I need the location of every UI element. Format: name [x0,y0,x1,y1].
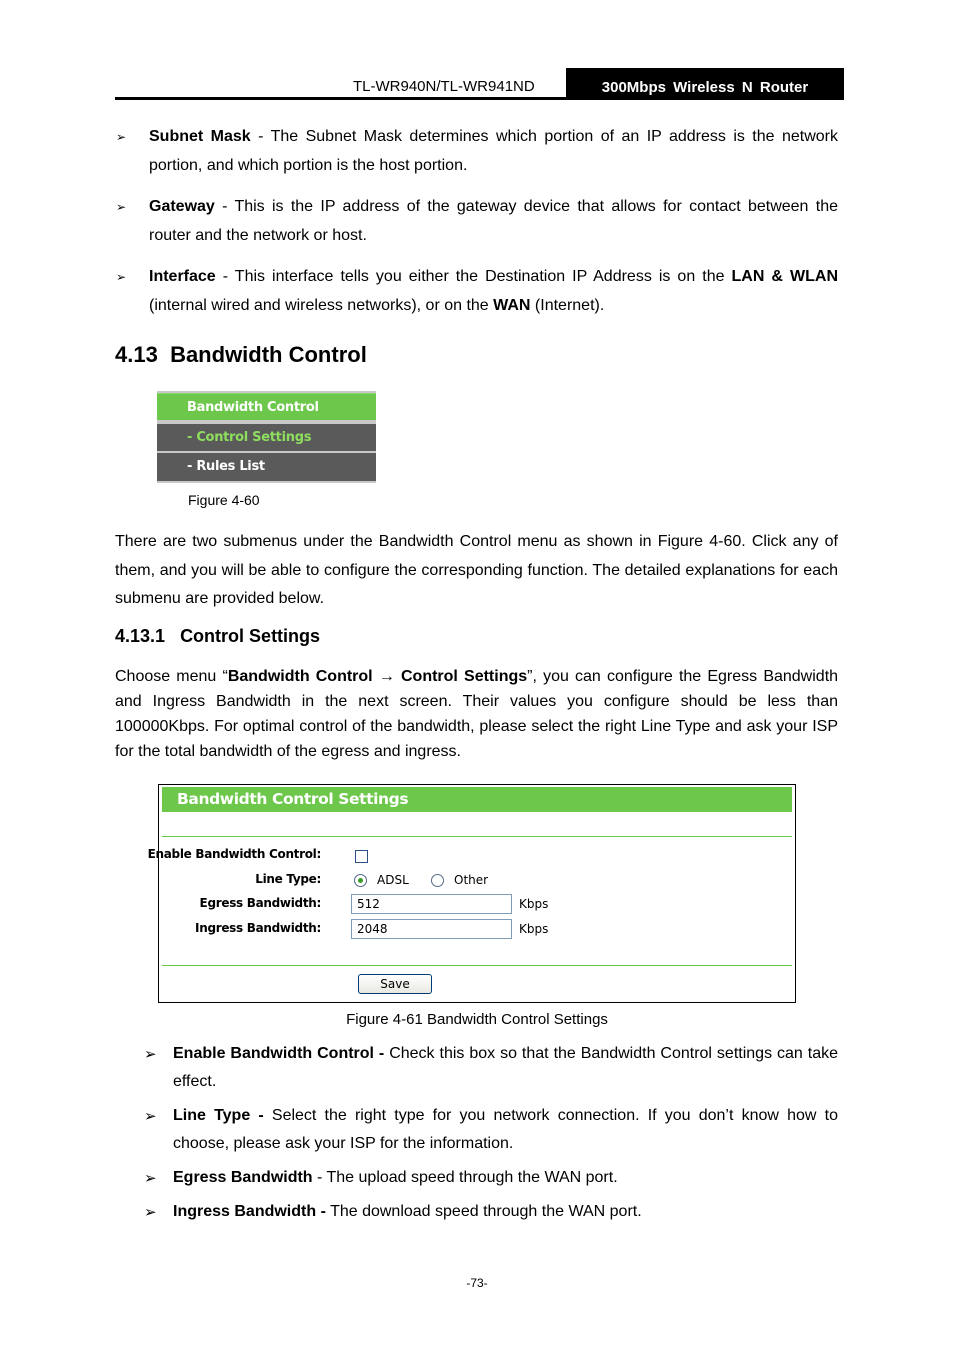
bullet-bold: LAN & WLAN [731,268,838,285]
bullet-text: (Internet). [530,297,605,314]
bullet-subnet-mask [149,122,838,180]
enable-label: Enable Bandwidth Control: [147,847,321,861]
bullet-gateway [149,192,838,250]
bullet-arrow-icon: ➢ [144,1108,157,1125]
subsection-heading [115,626,320,647]
bullet-text: - The upload speed through the WAN port. [312,1169,618,1186]
bullet-interface [149,262,838,320]
bullet-term: Line Type - [173,1107,264,1124]
divider [162,836,792,837]
paragraph-text: Choose menu “ [115,668,228,685]
egress-unit: Kbps [519,897,549,911]
bullet-text: Check this box so that the Bandwidth Control settings can take effect. [173,1045,839,1090]
enable-checkbox[interactable] [355,850,368,863]
figure-caption: Figure 4-61 Bandwidth Control Settings [346,1011,608,1028]
header-product-box: 300Mbps Wireless N Router [566,68,844,99]
intro-paragraph: There are two submenus under the Bandwidth Control menu as shown in Figure 4-60. Click any of them, and you will be able to configure the corresponding function. The detailed explanations for each submenu are provided below. [115,533,838,607]
bullet-text: - The Subnet Mask determines which portion of an IP address is the network portion, and which portion is the host portion. [149,128,839,174]
bullet-text: The download speed through the WAN port. [325,1203,642,1220]
bullet-line-type [173,1102,838,1158]
bandwidth-settings-figure [147,784,796,1003]
egress-input[interactable]: 512 [351,894,512,914]
paragraph-text: ”, you can configure the Egress Bandwidth and Ingress Bandwidth in the next screen. Their values you configure should be less than 100000Kbps. For optimal control of the bandwidth, please select the right Line Type and ask your ISP for the total bandwidth of the egress and ingress. [115,668,839,760]
bullet-text: Select the right type for you network connection. If you don’t know how to choose, please ask your ISP for the information. [173,1107,839,1152]
radio-other-label: Other [454,873,489,887]
settings-panel-title: Bandwidth Control Settings [162,787,792,812]
subsection-number: 4.13.1 [115,626,166,646]
bullet-arrow-icon: ➢ [116,200,127,214]
radio-other[interactable] [431,874,444,887]
line-type-label: Line Type: [255,872,321,886]
subsection-title: Control Settings [180,626,321,646]
bullet-egress [173,1164,838,1192]
divider [162,965,792,966]
bullet-term: Enable Bandwidth Control - [173,1045,385,1062]
radio-adsl[interactable] [354,874,367,887]
bandwidth-menu-figure [157,391,376,483]
bullet-arrow-icon: ➢ [144,1046,157,1063]
page-number: -73- [466,1276,488,1290]
arrow-icon: → [378,668,395,685]
section-heading [115,342,367,368]
menu-item-control-settings[interactable]: - Control Settings [157,424,376,451]
ingress-input[interactable]: 2048 [351,919,512,939]
bullet-arrow-icon: ➢ [116,270,127,284]
radio-adsl-label: ADSL [377,873,409,887]
choose-paragraph [115,664,838,764]
bullet-term: Ingress Bandwidth - [173,1203,326,1220]
bullet-text: - This interface tells you either the Destination IP Address is on the [215,268,732,285]
bullet-term: Gateway [149,198,215,215]
bullet-enable [173,1040,838,1096]
bullet-bold: WAN [493,297,531,314]
menu-item-rules-list[interactable]: - Rules List [157,453,376,481]
menu-item-bandwidth-control[interactable]: Bandwidth Control [157,393,376,420]
bullet-text: (internal wired and wireless networks), or on the [149,297,494,314]
section-number: 4.13 [115,342,158,367]
bullet-arrow-icon: ➢ [116,130,127,144]
bullet-arrow-icon: ➢ [144,1170,157,1187]
bullet-text: - This is the IP address of the gateway device that allows for contact between the router and the network or host. [149,198,838,244]
paragraph-bold: Bandwidth Control [227,668,373,685]
bullet-arrow-icon: ➢ [144,1204,157,1221]
ingress-unit: Kbps [519,922,549,936]
paragraph-bold: Control Settings [400,668,528,685]
figure-caption: Figure 4-60 [188,492,260,508]
bullet-term: Interface [149,268,216,285]
egress-label: Egress Bandwidth: [199,896,321,910]
bullet-ingress [173,1198,838,1226]
bullet-term: Subnet Mask [149,128,251,145]
section-title: Bandwidth Control [170,342,367,367]
ingress-label: Ingress Bandwidth: [195,921,321,935]
save-button[interactable]: Save [358,974,432,994]
header-rule [115,97,844,100]
bullet-term: Egress Bandwidth [173,1169,313,1186]
header-model: TL-WR940N/TL-WR941ND [353,78,535,95]
